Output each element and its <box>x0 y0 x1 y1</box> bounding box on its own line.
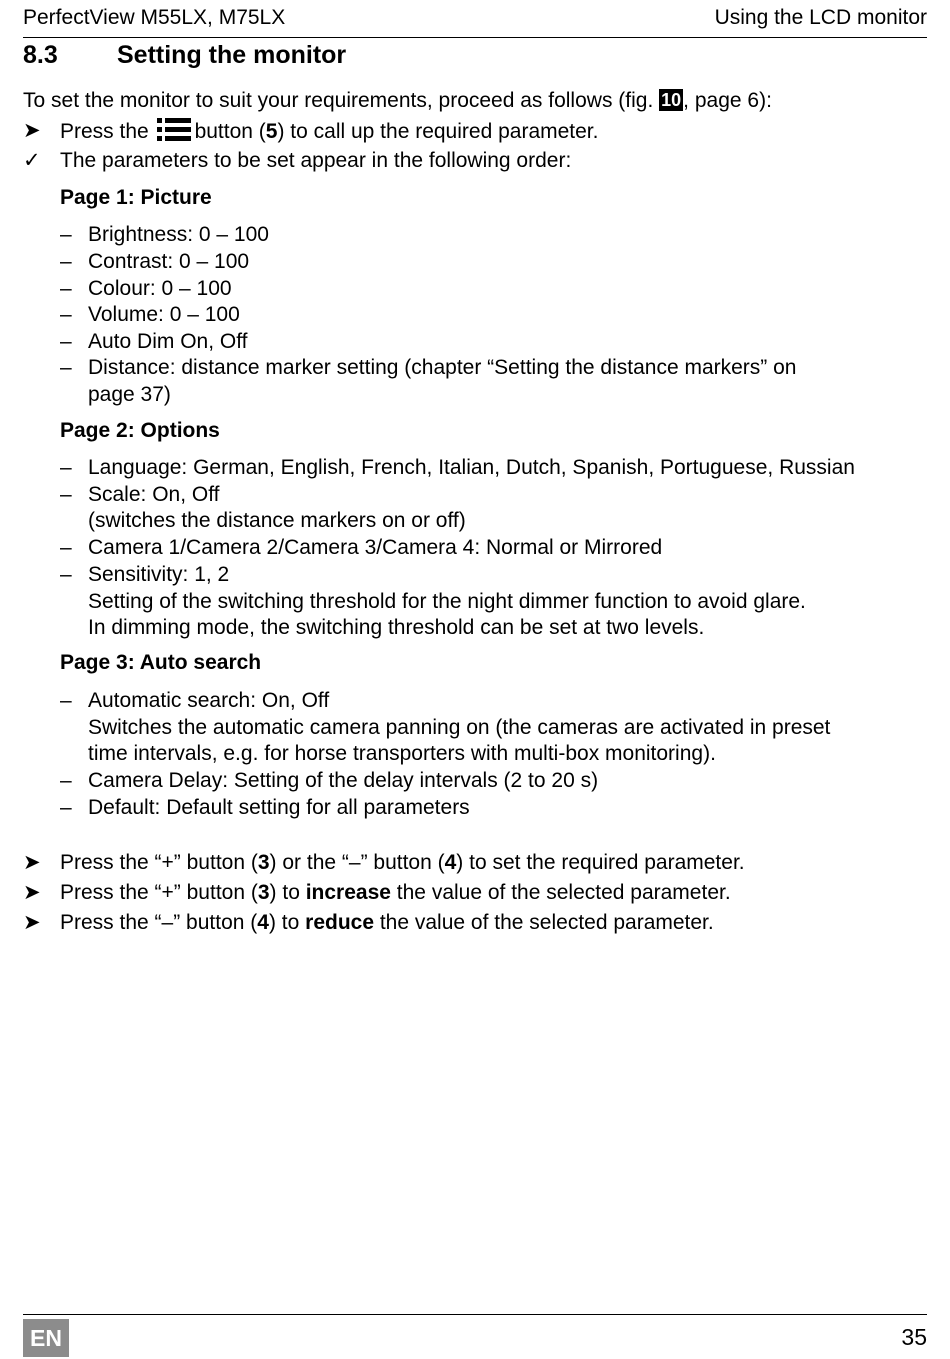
list-dash: – <box>60 303 72 326</box>
list-dash: – <box>60 456 72 479</box>
list-item-distance-cont: page 37) <box>88 383 171 406</box>
step-1 <box>60 118 598 149</box>
list-dash: – <box>60 356 72 379</box>
list-item-sensitivity-desc-2: In dimming mode, the switching threshold can be set at two levels. <box>88 616 705 639</box>
list-item-default: Default: Default setting for all parameters <box>88 796 470 819</box>
list-item-camera-delay: Camera Delay: Setting of the delay intervals (2 to 20 s) <box>88 769 599 792</box>
step-3-mid: ) to <box>269 881 306 904</box>
section-number: 8.3 <box>23 41 58 69</box>
page-3-heading: Page 3: Auto search <box>60 651 262 674</box>
page-1-heading: Page 1: Picture <box>60 186 212 209</box>
step-3-number: 3 <box>257 881 270 904</box>
page-2-heading: Page 2: Options <box>60 419 220 442</box>
running-header-chapter: Using the LCD monitor <box>714 6 927 29</box>
list-item-automatic-search: Automatic search: On, Off <box>88 689 330 712</box>
step-4-pre: Press the “–” button ( <box>60 911 258 934</box>
list-item-automatic-search-desc-2: time intervals, e.g. for horse transporters with multi-box monitoring). <box>88 742 716 765</box>
step-1-button-number: 5 <box>265 120 278 143</box>
step-3-pre: Press the “+” button ( <box>60 881 258 904</box>
step-1-mid: button ( <box>194 120 266 143</box>
step-arrow-icon: ➤ <box>23 851 41 874</box>
step-3-emphasis: increase <box>305 881 391 904</box>
language-tab: EN <box>23 1319 69 1357</box>
step-4-mid: ) to <box>268 911 306 934</box>
list-item-language: Language: German, English, French, Italian, Dutch, Spanish, Portuguese, Russian <box>88 456 855 479</box>
step-3 <box>60 880 731 906</box>
step-1-post: ) to call up the required parameter. <box>277 120 599 143</box>
list-item-sensitivity-desc: Setting of the switching threshold for the night dimmer function to avoid glare. <box>88 590 806 613</box>
intro-text: To set the monitor to suit your requirements, proceed as follows (fig. <box>23 89 654 112</box>
list-dash: – <box>60 330 72 353</box>
page-number: 35 <box>901 1324 927 1350</box>
step-2-plus-number: 3 <box>257 851 270 874</box>
step-2-minus-number: 4 <box>444 851 457 874</box>
list-item-camera-mirroring: Camera 1/Camera 2/Camera 3/Camera 4: Normal or Mirrored <box>88 536 663 559</box>
step-2-mid: ) or the “–” button ( <box>269 851 445 874</box>
step-2-post: ) to set the required parameter. <box>456 851 745 874</box>
intro-paragraph <box>23 88 772 114</box>
step-4-post: the value of the selected parameter. <box>374 911 714 934</box>
list-item-brightness: Brightness: 0 – 100 <box>88 223 269 246</box>
list-item-volume: Volume: 0 – 100 <box>88 303 240 326</box>
step-4-number: 4 <box>257 911 269 934</box>
list-dash: – <box>60 769 72 792</box>
step-1-pre: Press the <box>60 120 149 143</box>
list-dash: – <box>60 223 72 246</box>
list-item-automatic-search-desc: Switches the automatic camera panning on (the cameras are activated in preset <box>88 716 831 739</box>
list-item-scale-note: (switches the distance markers on or off) <box>88 509 466 532</box>
list-item-colour: Colour: 0 – 100 <box>88 277 232 300</box>
step-arrow-icon: ➤ <box>23 911 41 934</box>
footer-divider <box>23 1314 927 1315</box>
list-item-sensitivity: Sensitivity: 1, 2 <box>88 563 230 586</box>
running-header-product: PerfectView M55LX, M75LX <box>23 6 286 29</box>
list-dash: – <box>60 563 72 586</box>
step-arrow-icon: ➤ <box>23 119 41 142</box>
section-title: Setting the monitor <box>117 41 347 69</box>
header-divider <box>23 37 927 38</box>
menu-list-icon <box>157 118 191 149</box>
list-item-contrast: Contrast: 0 – 100 <box>88 250 250 273</box>
step-2 <box>60 850 745 876</box>
step-4 <box>60 910 714 936</box>
list-dash: – <box>60 689 72 712</box>
step-arrow-icon: ➤ <box>23 881 41 904</box>
list-item-distance: Distance: distance marker setting (chapter “Setting the distance markers” on <box>88 356 797 379</box>
step-3-post: the value of the selected parameter. <box>390 881 731 904</box>
list-dash: – <box>60 483 72 506</box>
list-dash: – <box>60 536 72 559</box>
list-dash: – <box>60 796 72 819</box>
checkmark-icon: ✓ <box>23 149 41 172</box>
step-4-emphasis: reduce <box>305 911 375 934</box>
list-dash: – <box>60 277 72 300</box>
intro-page-ref: , page 6): <box>683 89 772 112</box>
step-2-pre: Press the “+” button ( <box>60 851 258 874</box>
figure-reference-badge: 10 <box>661 90 682 110</box>
result-text: The parameters to be set appear in the following order: <box>60 149 572 172</box>
list-dash: – <box>60 250 72 273</box>
list-item-scale: Scale: On, Off <box>88 483 220 506</box>
list-item-auto-dim: Auto Dim On, Off <box>88 330 248 353</box>
